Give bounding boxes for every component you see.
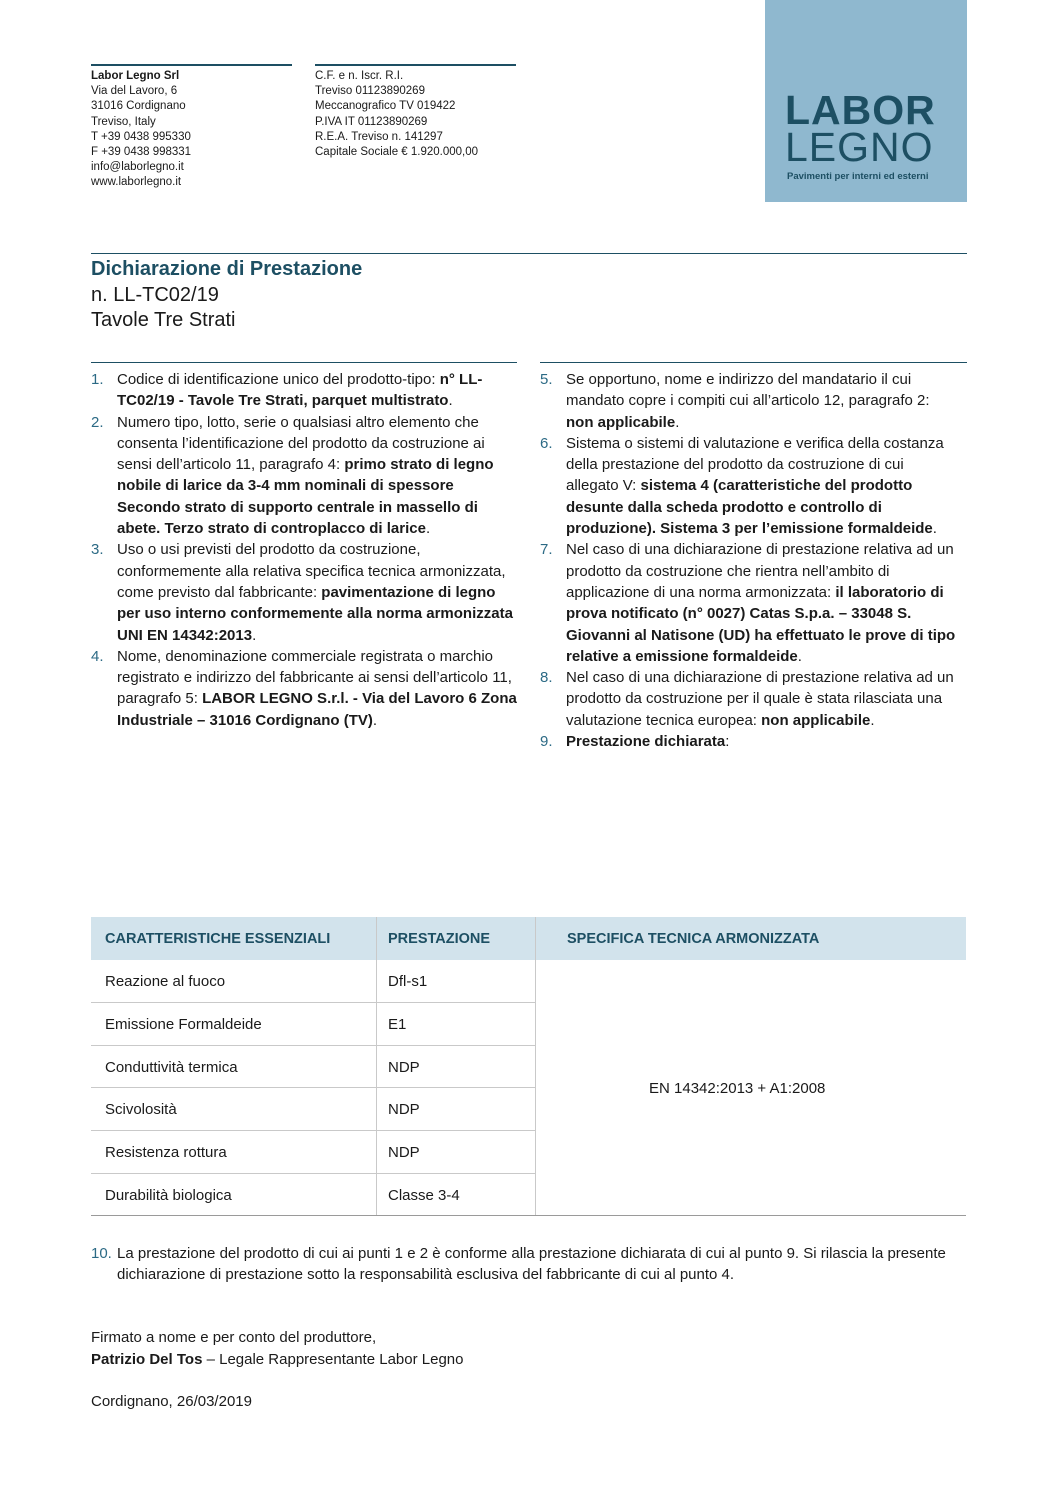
right-column-rule <box>540 362 967 363</box>
table-divider <box>376 917 377 1215</box>
item-number: 5. <box>540 371 553 388</box>
item-punctuation: . <box>448 392 453 410</box>
table-row-performance: Dfl-s1 <box>388 973 428 990</box>
registry-line: R.E.A. Treviso n. 141297 <box>315 130 443 143</box>
item-number: 1. <box>91 371 104 388</box>
company-name: Labor Legno Srl <box>91 70 180 82</box>
item-punctuation: . <box>797 647 802 665</box>
table-bottom-rule <box>91 1215 966 1216</box>
document-number: n. LL-TC02/19 <box>91 284 219 306</box>
row-divider <box>91 1002 536 1003</box>
header-rule-left <box>91 64 292 66</box>
row-divider <box>91 1045 536 1046</box>
company-city: 31016 Cordignano <box>91 100 186 113</box>
item-number: 10. <box>91 1245 112 1262</box>
item-punctuation: . <box>425 520 431 538</box>
registry-line: C.F. e n. Iscr. R.I. <box>315 70 404 82</box>
item-text: Codice di identificazione unico del prodotto-tipo: <box>117 371 440 388</box>
item-bold-text: primo strato di legno nobile di larice da 3-4 mm nominali di spessore Secondo strato di supporto centrale in massello di abete. Terzo strato di controplacco di larice <box>117 456 494 538</box>
title-rule <box>91 253 967 254</box>
item-punctuation: : <box>725 733 730 751</box>
left-column-rule <box>91 362 517 363</box>
company-email: info@laborlegno.it <box>91 161 184 174</box>
signatory-name: Patrizio Del Tos <box>91 1351 203 1368</box>
performance-table <box>91 917 966 1216</box>
row-divider <box>91 1173 536 1174</box>
product-name: Tavole Tre Strati <box>91 309 236 331</box>
row-divider <box>91 1130 536 1131</box>
document-title: Dichiarazione di Prestazione <box>91 258 363 280</box>
company-website: www.laborlegno.it <box>91 176 182 189</box>
table-row-characteristic: Emissione Formaldeide <box>105 1016 262 1033</box>
item-number: 2. <box>91 413 104 431</box>
item-punctuation: . <box>870 711 875 729</box>
item-punctuation: . <box>252 626 257 644</box>
item-number: 3. <box>91 541 104 559</box>
list-item <box>540 433 960 539</box>
header-performance: PRESTAZIONE <box>388 931 491 947</box>
item-punctuation: . <box>932 520 937 538</box>
company-phone: T +39 0438 995330 <box>91 130 191 143</box>
table-row-performance: NDP <box>388 1101 420 1118</box>
company-street: Via del Lavoro, 6 <box>91 85 178 98</box>
registry-line: Treviso 01123890269 <box>315 85 425 98</box>
list-item <box>540 369 960 433</box>
item-10 <box>91 1243 961 1286</box>
table-row-performance: NDP <box>388 1059 420 1076</box>
table-row-performance: NDP <box>388 1144 420 1161</box>
item-text: Nel caso di una dichiarazione di prestazione relativa ad un prodotto da costruzione che rientra nell’ambito di applicazione di una norma armonizzata: <box>566 541 954 601</box>
item-bold-text: non applicabile <box>761 711 871 729</box>
item-bold-text: pavimentazione di legno per uso interno conformemente alla norma armonizzata UNI EN 14342:2013 <box>117 583 513 644</box>
row-divider <box>91 1087 536 1088</box>
table-row-characteristic: Resistenza rottura <box>105 1144 227 1161</box>
item-number: 8. <box>540 669 553 687</box>
item-punctuation: . <box>675 413 680 431</box>
logo-line1: LABOR <box>785 87 936 133</box>
company-registry <box>315 69 478 160</box>
registry-line: Meccanografico TV 019422 <box>315 100 456 113</box>
list-item <box>91 646 521 731</box>
item-number: 9. <box>540 733 553 751</box>
list-item <box>91 369 521 412</box>
company-fax: F +39 0438 998331 <box>91 146 192 159</box>
item-bold-text: non applicabile <box>566 413 676 431</box>
specification-value: EN 14342:2013 + A1:2008 <box>649 1080 826 1097</box>
item-text: Nel caso di una dichiarazione di prestazione relativa ad un prodotto da costruzione per il quale è stata rilasciata una valutazione tecnica europea: <box>566 669 954 729</box>
item-number: 7. <box>540 541 553 559</box>
table-row-performance: Classe 3-4 <box>388 1187 460 1204</box>
signature-intro: Firmato a nome e per conto del produttore, <box>91 1329 377 1346</box>
item-bold-text: n° LL-TC02/19 - Tavole Tre Strati, parquet multistrato <box>117 371 483 410</box>
left-column <box>91 369 521 731</box>
company-address <box>91 69 191 191</box>
list-item <box>540 667 960 731</box>
item-punctuation: . <box>372 711 378 729</box>
header-characteristics: CARATTERISTICHE ESSENZIALI <box>105 931 331 947</box>
list-item <box>540 731 960 752</box>
item-text: Se opportuno, nome e indirizzo del mandatario il cui mandato copre i compiti cui all’articolo 12, paragrafo 2: <box>566 371 930 410</box>
item-text: Numero tipo, lotto, serie o qualsiasi altro elemento che consenta l’identificazione del prodotto da costruzione ai sensi dell’articolo 11, paragrafo 4: <box>117 413 485 474</box>
labor-legno-logo <box>765 0 967 202</box>
table-row-characteristic: Reazione al fuoco <box>105 973 226 990</box>
item-text: Sistema o sistemi di valutazione e verifica della costanza della prestazione del prodotto da costruzione di cui allegato V: <box>566 434 944 495</box>
item-bold-text: il laboratorio di prova notificato (n° 0027) Catas S.p.a. – 33048 S. Giovanni al Natisone (UD) ha effettuato le prove di tipo relative a emissione formaldeide <box>566 583 956 665</box>
registry-line: P.IVA IT 01123890269 <box>315 115 428 128</box>
item-bold-text: Prestazione dichiarata <box>566 733 726 751</box>
right-column <box>540 369 960 752</box>
item-text: Nome, denominazione commerciale registrata o marchio registrato e indirizzo del fabbricante ai sensi dell’articolo 11, paragrafo 5: <box>117 647 512 708</box>
list-item <box>540 539 960 667</box>
header-rule-right <box>315 64 516 66</box>
item-number: 6. <box>540 434 553 452</box>
logo-tagline: Pavimenti per interni ed esterni <box>787 171 929 182</box>
signatory <box>91 1351 463 1368</box>
item-text: La prestazione del prodotto di cui ai punti 1 e 2 è conforme alla prestazione dichiarata di cui al punto 9. Si rilascia la presente dichiarazione di prestazione sotto la responsabilità esclusiva del fabbricante di cui al punto 4. <box>117 1245 946 1284</box>
place-date: Cordignano, 26/03/2019 <box>91 1393 252 1410</box>
item-bold-text: LABOR LEGNO S.r.l. - Via del Lavoro 6 Zona Industriale – 31016 Cordignano (TV) <box>117 690 517 729</box>
item-number: 4. <box>91 647 104 665</box>
company-country: Treviso, Italy <box>91 115 156 128</box>
list-item <box>91 539 521 645</box>
logo-line2: LEGNO <box>785 124 934 170</box>
table-row-characteristic: Durabilità biologica <box>105 1187 232 1204</box>
table-row-performance: E1 <box>388 1016 407 1033</box>
table-divider <box>535 917 536 1215</box>
table-row-characteristic: Scivolosità <box>105 1101 177 1118</box>
item-bold-text: sistema 4 (caratteristiche del prodotto desunte dalla scheda prodotto e controllo di produzione). Sistema 3 per l’emissione formaldeide <box>566 477 933 538</box>
item-text: Uso o usi previsti del prodotto da costruzione, conformemente alla relativa specifica tecnica armonizzata, come previsto dal fabbricante: <box>117 541 506 601</box>
table-row-characteristic: Conduttività termica <box>105 1059 238 1076</box>
registry-line: Capitale Sociale € 1.920.000,00 <box>315 146 479 159</box>
header-specification: SPECIFICA TECNICA ARMONIZZATA <box>567 931 820 947</box>
list-item <box>91 412 521 540</box>
signatory-role: – Legale Rappresentante Labor Legno <box>202 1351 464 1368</box>
